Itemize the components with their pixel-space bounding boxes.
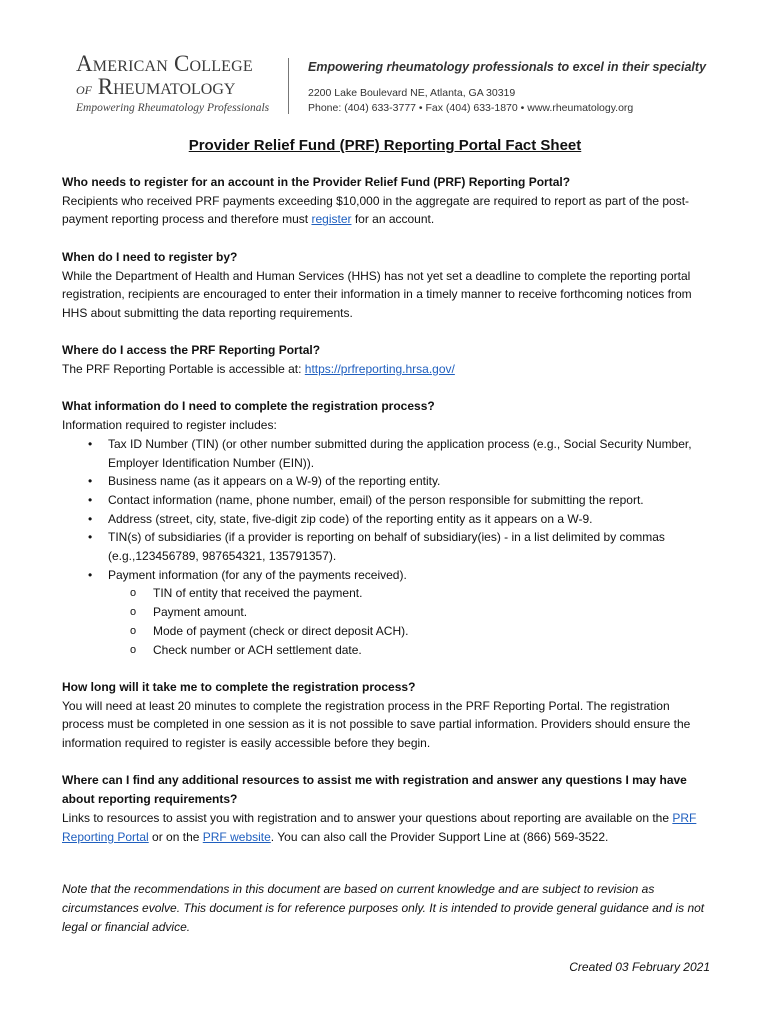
- answer-what-intro: Information required to register includes:: [62, 418, 277, 433]
- answer-resources-text: Links to resources to assist you with registration and to answer your questions about reporting are available on the: [62, 810, 673, 825]
- page-title: Provider Relief Fund (PRF) Reporting Portal Fact Sheet: [188, 137, 582, 154]
- address: 2200 Lake Boulevard NE, Atlanta, GA 30319: [308, 87, 516, 99]
- document-body: [62, 173, 712, 936]
- slogan: Empowering rheumatology professionals to excel in their specialty: [308, 60, 707, 74]
- list-item: • Business name (as it appears on a W-9) of the reporting entity.: [108, 472, 712, 491]
- list-item: • Address (street, city, state, five-digit zip code) of the reporting entity as it appears on a W-9.: [108, 510, 712, 529]
- answer-when: While the Department of Health and Human Services (HHS) has not yet set a deadline to complete the reporting portal registration, recipients are encouraged to enter their information in a timely manner to receive forthcoming notices from HHS about submitting the data reporting requirements.: [62, 268, 692, 320]
- payment-sublist: [108, 584, 712, 659]
- answer-who-text-end: for an account.: [351, 212, 435, 227]
- question-how-long: How long will it take me to complete the registration process?: [62, 679, 416, 694]
- answer-resources-text-end: . You can also call the Provider Support Line at (866) 569-3522.: [270, 829, 609, 844]
- question-where: Where do I access the PRF Reporting Portal?: [62, 343, 321, 358]
- logo-line2: [76, 76, 276, 100]
- question-when: When do I need to register by?: [62, 249, 238, 264]
- letterhead-divider: [288, 58, 289, 114]
- section-who: [62, 173, 712, 229]
- answer-who-text: Recipients who received PRF payments exceeding $10,000 in the aggregate are required to report as part of the post-payment reporting process and therefore must: [62, 193, 690, 227]
- list-item: • TIN(s) of subsidiaries (if a provider is reporting on behalf of subsidiary(ies) - in a list delimited by commas (e.g.,123456789, 987654321, 135791357).: [108, 528, 712, 565]
- disclaimer-note: Note that the recommendations in this document are based on current knowledge and are subject to revision as circumstances evolve. This document is for reference purposes only. It is intended to provide general guidance and is not legal or financial advice.: [62, 882, 705, 934]
- prf-portal-link[interactable]: PRF Reporting Portal: [62, 810, 697, 844]
- question-what: What information do I need to complete the registration process?: [62, 399, 435, 414]
- answer-resources: [62, 809, 712, 846]
- logo-line1: American College: [76, 51, 253, 76]
- answer-where-text: The PRF Reporting Portable is accessible at:: [62, 362, 305, 376]
- answer-how-long: You will need at least 20 minutes to complete the registration process in the PRF Reporting Portal. The registration process must be completed in one session as it is not possible to save partial information. Providers should ensure the information required to register is easily accessible before they begin.: [62, 698, 691, 751]
- logo-tagline: Empowering Rheumatology Professionals: [76, 102, 270, 114]
- sub-list-item: o Payment amount.: [153, 603, 712, 622]
- list-item: • Contact information (name, phone number, email) of the person responsible for submitting the report.: [108, 491, 712, 510]
- letterhead: [72, 48, 712, 120]
- list-item-payment: [108, 566, 712, 660]
- logo-rheumatology: Rheumatology: [97, 74, 236, 99]
- created-date: Created 03 February 2021: [569, 960, 710, 974]
- sub-list-item: o Check number or ACH settlement date.: [153, 641, 712, 660]
- section-resources: [62, 771, 712, 846]
- section-when: [62, 248, 712, 323]
- question-resources: Where can I find any additional resources to assist me with registration and answer any questions I may have about reporting requirements?: [62, 773, 687, 807]
- phone-line: Phone: (404) 633-3777 • Fax (404) 633-1870 • www.rheumatology.org: [308, 102, 634, 114]
- contact-block: [308, 58, 706, 116]
- register-link[interactable]: register: [311, 212, 352, 227]
- question-who: Who needs to register for an account in the Provider Relief Fund (PRF) Reporting Portal?: [62, 175, 571, 189]
- payment-info-label: Payment information (for any of the payments received).: [108, 567, 407, 582]
- section-how-long: [62, 678, 712, 753]
- requirements-list: [62, 435, 712, 659]
- section-what: [62, 397, 712, 659]
- answer-who: [62, 192, 712, 229]
- answer-where: [62, 360, 712, 379]
- answer-resources-text-mid: or on the: [148, 829, 203, 844]
- prf-website-link[interactable]: PRF website: [202, 829, 271, 844]
- acr-logo: [76, 52, 276, 116]
- portal-url-link[interactable]: https://prfreporting.hrsa.gov/: [304, 362, 455, 376]
- sub-list-item: o TIN of entity that received the payment.: [153, 584, 712, 603]
- list-item: • Tax ID Number (TIN) (or other number submitted during the application process (e.g., Social Security Number, Employer Identification Number (EIN)).: [108, 435, 712, 472]
- section-where: [62, 341, 712, 378]
- sub-list-item: o Mode of payment (check or direct deposit ACH).: [153, 622, 712, 641]
- logo-of: of: [76, 79, 92, 98]
